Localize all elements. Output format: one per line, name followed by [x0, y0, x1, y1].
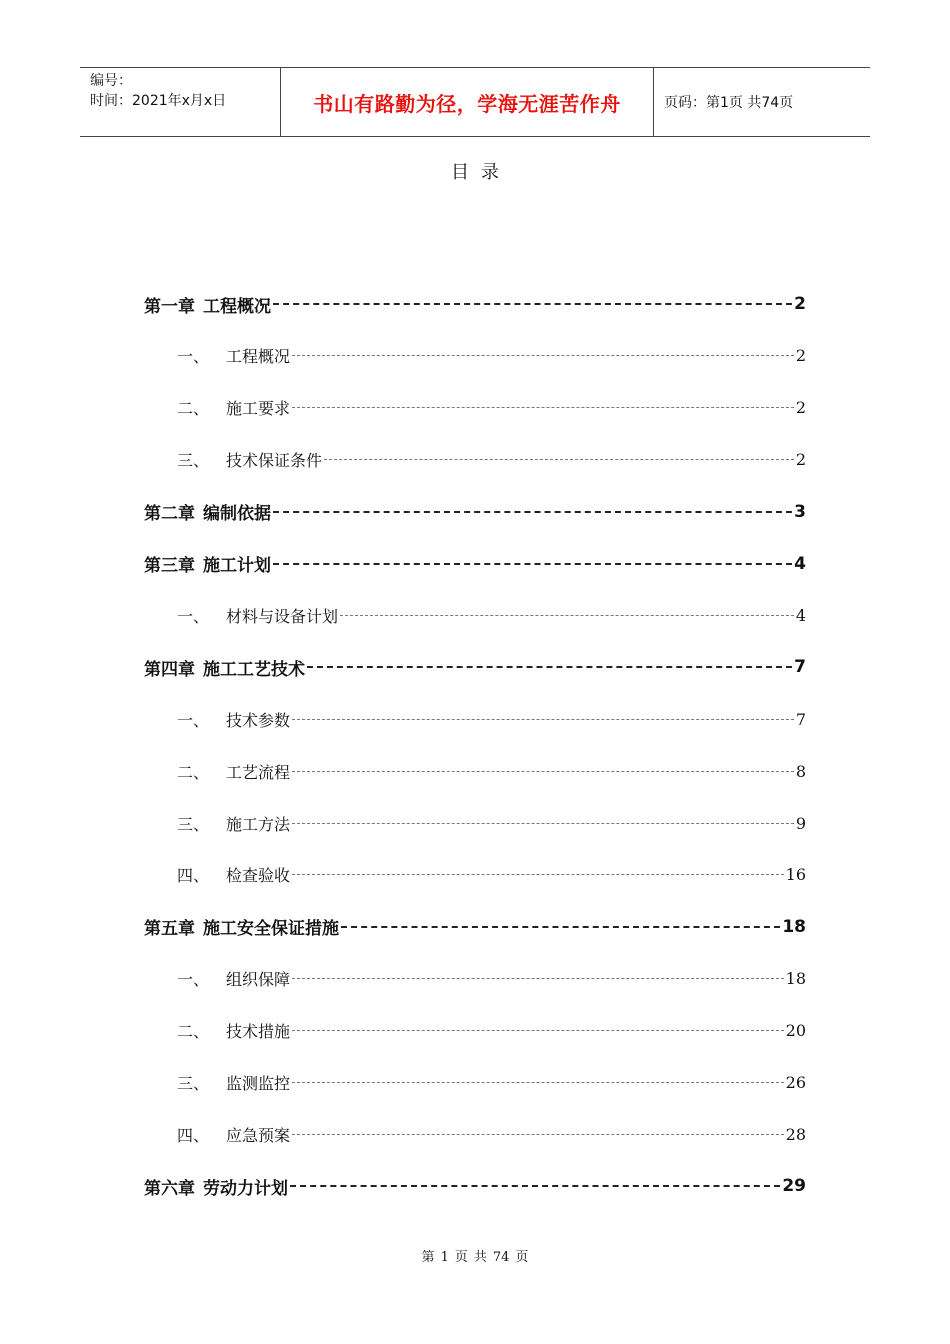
footer-page-word: 第 — [421, 1250, 435, 1265]
toc-entry-label: 施工计划 — [203, 556, 271, 576]
toc-entry-label: 应急预案 — [226, 1125, 291, 1145]
toc-entry-index: 一、 — [177, 970, 210, 990]
toc-dot-leader — [273, 563, 792, 565]
toc-entry-page: 16 — [785, 865, 806, 885]
toc-chapter-entry[interactable] — [144, 499, 806, 525]
toc-entry-index: 四、 — [177, 866, 210, 886]
footer-current-page: 1 — [440, 1250, 449, 1265]
toc-entry-label: 技术措施 — [226, 1022, 291, 1042]
toc-entry-label: 监测监控 — [226, 1074, 291, 1093]
toc-entry-page: 3 — [794, 501, 806, 522]
toc-chapter-entry[interactable] — [144, 291, 806, 317]
toc-dot-leader — [292, 978, 784, 979]
toc-entry-index: 一、 — [177, 347, 210, 367]
toc-entry-page: 2 — [795, 450, 806, 470]
toc-entry-index: 二、 — [177, 399, 210, 419]
footer-total-pages: 74 — [492, 1250, 510, 1265]
toc-entry-page: 2 — [794, 294, 806, 314]
toc-entry-page: 29 — [782, 1176, 806, 1197]
toc-section-entry[interactable] — [177, 343, 806, 369]
toc-dot-leader — [292, 355, 794, 356]
toc-dot-leader — [290, 1185, 780, 1187]
page-footer — [0, 1246, 950, 1265]
toc-entry-label: 工程概况 — [226, 347, 291, 367]
toc-section-entry[interactable] — [177, 602, 806, 628]
toc-chapter-entry[interactable] — [144, 654, 806, 680]
toc-entry-page: 2 — [795, 398, 806, 418]
toc-entry-index: 第五章 — [144, 919, 195, 940]
toc-entry-index: 第六章 — [144, 1178, 195, 1199]
toc-entry-label: 施工安全保证措施 — [203, 919, 339, 940]
toc-section-entry[interactable] — [177, 810, 806, 836]
toc-dot-leader — [292, 874, 784, 875]
toc-title: 目录 — [451, 162, 511, 183]
toc-dot-leader — [307, 666, 792, 668]
toc-entry-index: 二、 — [177, 762, 210, 782]
toc-entry-index: 第一章 — [144, 296, 195, 317]
toc-entry-page: 7 — [794, 657, 806, 678]
toc-entry-index: 第四章 — [144, 659, 195, 680]
footer-page-unit-2: 页 — [515, 1250, 529, 1265]
toc-entry-index: 一、 — [177, 710, 210, 730]
toc-entry-label: 施工要求 — [226, 399, 291, 419]
toc-entry-index: 四、 — [177, 1125, 210, 1145]
toc-entry-page: 2 — [795, 346, 806, 366]
document-number-label: 编号： — [90, 73, 132, 89]
toc-entry-page: 18 — [782, 916, 806, 937]
toc-dot-leader — [292, 407, 794, 408]
toc-section-entry[interactable] — [177, 966, 806, 992]
toc-entry-page: 26 — [785, 1073, 806, 1092]
toc-dot-leader — [292, 719, 794, 720]
toc-entry-page: 8 — [795, 761, 806, 781]
toc-chapter-entry[interactable] — [144, 551, 806, 577]
toc-dot-leader — [273, 511, 792, 513]
toc-chapter-entry[interactable] — [144, 1173, 806, 1199]
toc-entry-page: 18 — [785, 969, 806, 989]
toc-section-entry[interactable] — [177, 1018, 806, 1044]
toc-dot-leader — [273, 303, 792, 305]
toc-entry-page: 7 — [795, 709, 806, 729]
toc-entry-page: 4 — [794, 553, 806, 574]
toc-section-entry[interactable] — [177, 1121, 806, 1147]
toc-dot-leader — [292, 1030, 784, 1031]
toc-entry-page: 9 — [795, 813, 806, 833]
toc-entry-page: 4 — [795, 605, 806, 625]
toc-dot-leader — [341, 926, 780, 928]
toc-entry-label: 检查验收 — [226, 866, 291, 886]
toc-entry-label: 技术参数 — [226, 710, 291, 730]
toc-entry-label: 材料与设备计划 — [226, 606, 339, 626]
toc-dot-leader — [340, 615, 794, 616]
toc-entry-index: 三、 — [177, 1074, 210, 1093]
toc-chapter-entry[interactable] — [144, 914, 806, 940]
toc-section-entry[interactable] — [177, 1070, 806, 1096]
toc-entry-label: 组织保障 — [226, 970, 291, 990]
toc-entry-label: 工艺流程 — [226, 762, 291, 782]
toc-section-entry[interactable] — [177, 706, 806, 732]
toc-section-entry[interactable] — [177, 395, 806, 421]
toc-section-entry[interactable] — [177, 758, 806, 784]
header-page-info: 页码：第1页 共74页 — [664, 95, 794, 111]
toc-entry-index: 二、 — [177, 1022, 210, 1042]
toc-entry-index: 第三章 — [144, 556, 195, 576]
toc-dot-leader — [292, 823, 794, 824]
toc-dot-leader — [324, 459, 794, 460]
toc-entry-index: 第二章 — [144, 504, 195, 525]
toc-entry-label: 工程概况 — [203, 296, 271, 317]
toc-dot-leader — [292, 771, 794, 772]
toc-entry-index: 一、 — [177, 606, 210, 626]
toc-dot-leader — [292, 1082, 784, 1083]
toc-entry-label: 施工工艺技术 — [203, 659, 305, 680]
footer-page-unit: 页 — [454, 1250, 468, 1265]
toc-dot-leader — [292, 1134, 784, 1135]
document-date: 时间：2021年x月x日 — [90, 93, 227, 109]
toc-section-entry[interactable] — [177, 447, 806, 473]
header-motto: 书山有路勤为径，学海无涯苦作舟 — [281, 68, 654, 136]
toc-entry-label: 技术保证条件 — [226, 451, 323, 471]
footer-total-word: 共 — [473, 1250, 487, 1265]
toc-entry-label: 编制依据 — [203, 504, 271, 525]
toc-entry-index: 三、 — [177, 451, 210, 471]
toc-entry-label: 劳动力计划 — [203, 1178, 288, 1199]
toc-entry-index: 三、 — [177, 814, 210, 834]
toc-entry-page: 20 — [785, 1021, 806, 1041]
toc-section-entry[interactable] — [177, 862, 806, 888]
toc-entry-label: 施工方法 — [226, 814, 291, 834]
toc-entry-page: 28 — [785, 1124, 806, 1144]
